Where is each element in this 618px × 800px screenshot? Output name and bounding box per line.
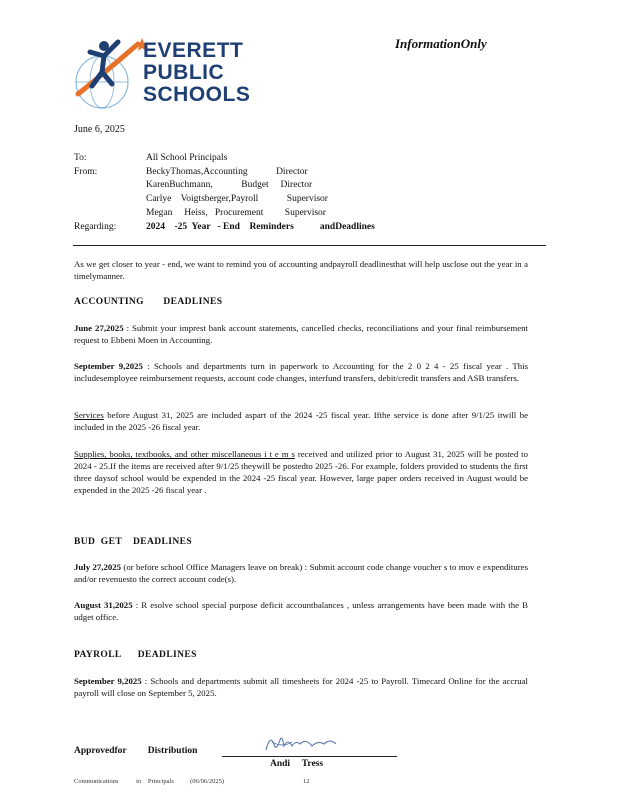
budget-item-1 [74,561,528,585]
accounting-heading: ACCOUNTING DEADLINES [74,297,223,307]
accounting-item-4 [74,448,528,496]
to-value: All School Principals [146,153,228,163]
accounting-item-1-date: June 27,2025 [74,323,124,333]
budget-item-1-date: July 27,2025 [74,562,122,572]
budget-item-2-text: : R esolve school special purpose deficit accountbalances , unless arrangements have been made with the B udget office. [74,600,528,622]
payroll-item-1-text: : Schools and departments submit all timesheets for 2024 -25 to Payroll. Timecard Online for the accrual payroll will close on September 5, 2025. [74,676,528,698]
payroll-heading: PAYROLL DEADLINES [74,650,197,660]
payroll-item-1-date: September 9,2025 [74,676,142,686]
accounting-item-1 [74,322,528,346]
accounting-item-2 [74,360,528,384]
signer-name: Andi Tress [270,759,324,769]
accounting-item-2-date: September 9,2025 [74,361,143,371]
budget-item-2 [74,599,528,623]
intro-paragraph: As we get closer to year - end, we want to remind you of accounting andpayroll deadlinesthat will help usclose out the year in a timelymanner. [74,259,528,281]
regarding-value: 2024 -25 Year - End Reminders andDeadlines [146,222,375,232]
from-line-3: Carlye Voigtsberger,Payroll Supervisor [146,194,328,204]
page-number: 12 [303,778,310,785]
header-divider [73,245,546,246]
from-line-2: KarenBuchmann, Budget Director [146,180,313,190]
signature-icon [262,730,342,756]
regarding-label: Regarding: [74,222,117,232]
memo-date: June 6, 2025 [74,124,125,135]
accounting-item-1-text: : Submit your imprest bank account statements, cancelled checks, reconciliations and your final reimbursement request to Ebbeni Moen in Accounting. [74,323,528,345]
footer-text: Communications to Principals (06/06/2025) [74,778,225,785]
approved-for-distribution-label: Approvedfor Distribution [74,746,198,756]
accounting-item-3-text: before August 31, 2025 are included aspart of the 2024 -25 fiscal year. Ifthe service is done after 9/1/25 itwill be included in the 2025 -26 fiscal year. [74,410,528,432]
accounting-item-2-text: : Schools and departments turn in paperwork to Accounting for the 2 0 2 4 - 25 fiscal year . This includesemployee reimbursement requests, account code changes, interfund transfers, debit/credit transfers and ASB transfers. [74,361,528,383]
to-label: To: [74,153,87,163]
accounting-item-4-lead: Supplies, books, textbooks, and other miscellaneous i t e m s [74,449,295,459]
budget-item-1-text: (or before school Office Managers leave on break) : Submit account code change voucher s to mov e expenditures and/or revenuesto the correct account code(s). [74,562,528,584]
from-label: From: [74,167,98,177]
information-only-stamp: InformationOnly [395,36,487,51]
accounting-item-4-text: received and utilized prior to August 31, 2025 will be posted to 2024 - 25.If the items are received after 9/1/25 theywill be postedto 2025 -26. For example, folders provided to students the first three daysof school would be expended in the 2024 -25 fiscal year. However, large paper orders received in August would be expended in the 2025 -26 fiscal year . [74,449,528,495]
signature-line [222,756,397,757]
from-line-1: BeckyThomas,Accounting Director [146,167,308,177]
accounting-item-3 [74,409,528,433]
payroll-item-1 [74,675,528,699]
budget-heading: BUD GET DEADLINES [74,537,193,547]
budget-item-2-date: August 31,2025 [74,600,133,610]
from-line-4: Megan Heiss, Procurement Supervisor [146,208,326,218]
logo-emblem-icon [68,34,148,114]
accounting-item-3-lead: Services [74,410,104,420]
district-logo [68,34,258,114]
logo-wordmark: EVERETT PUBLIC SCHOOLS [143,39,251,106]
